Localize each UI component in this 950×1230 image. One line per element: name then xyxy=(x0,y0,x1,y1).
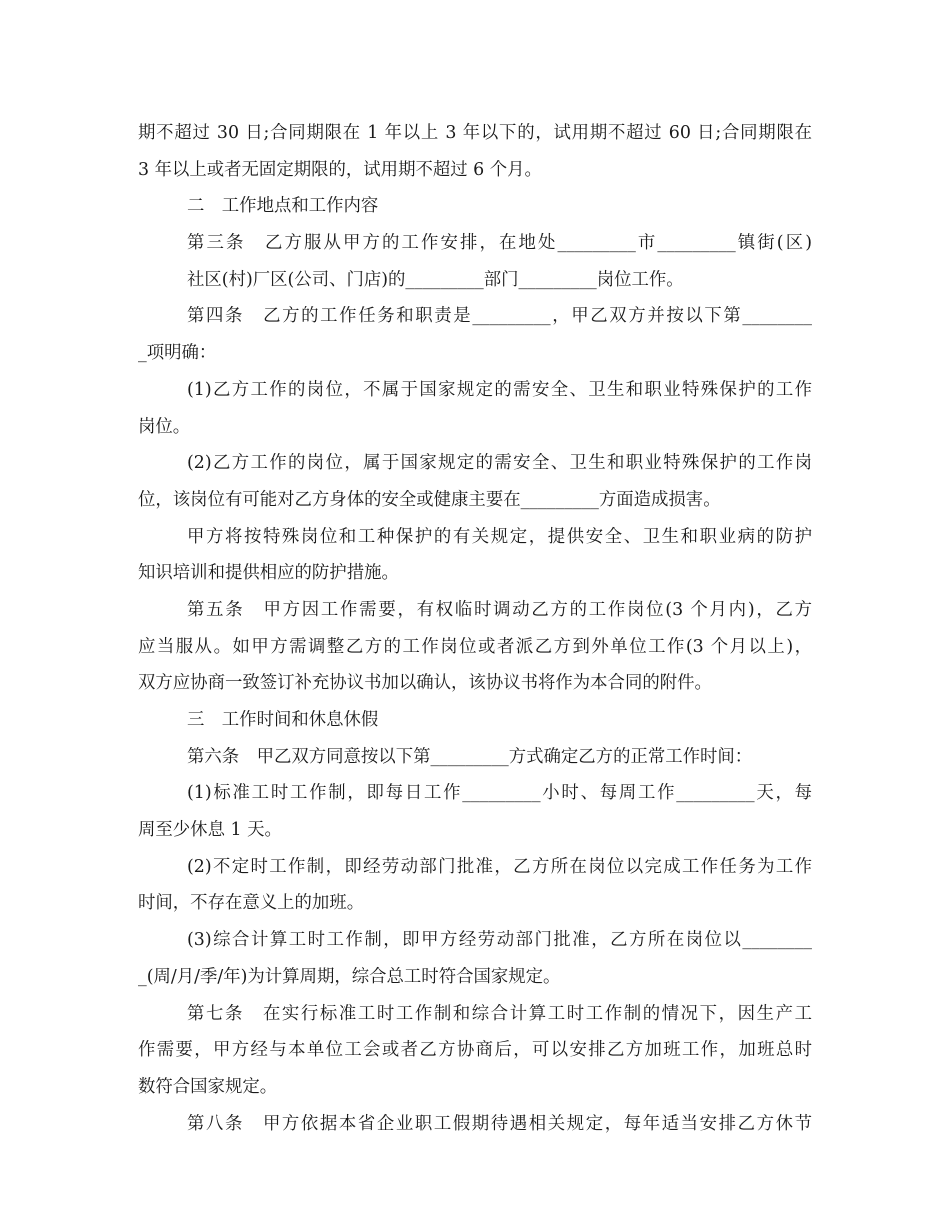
text-line: 第七条 在实行标准工时工作制和综合计算工时工作制的情况下，因生产工 xyxy=(187,1003,812,1024)
text-line: (2)不定时工作制，即经劳动部门批准，乙方所在岗位以完成工作任务为工作 xyxy=(187,856,812,877)
text-line: 第六条 甲乙双方同意按以下第_________方式确定乙方的正常工作时间： xyxy=(187,746,753,767)
text-line: 社区(村)厂区(公司、门店)的_________部门_________岗位工作。 xyxy=(187,269,684,290)
text-line: 甲方将按特殊岗位和工种保护的有关规定，提供安全、卫生和职业病的防护 xyxy=(187,526,812,547)
text-line: (1)乙方工作的岗位，不属于国家规定的需安全、卫生和职业特殊保护的工作 xyxy=(187,379,812,400)
document-body xyxy=(138,115,812,1142)
text-line: 3 年以上或者无固定期限的，试用期不超过 6 个月。 xyxy=(138,159,542,180)
text-line: 第五条 甲方因工作需要，有权临时调动乙方的工作岗位(3 个月内)，乙方 xyxy=(187,599,812,620)
text-line: 第四条 乙方的工作任务和职责是_________，甲乙双方并按以下第________ xyxy=(187,306,812,327)
text-line: 时间，不存在意义上的加班。 xyxy=(138,893,365,914)
text-line: 三 工作时间和休息休假 xyxy=(187,710,379,730)
text-line: 双方应协商一致签订补充协议书加以确认，该协议书将作为本合同的附件。 xyxy=(138,673,712,694)
text-line: 知识培训和提供相应的防护措施。 xyxy=(138,563,399,584)
text-line: 应当服从。如甲方需调整乙方的工作岗位或者派乙方到外单位工作(3 个月以上)， xyxy=(138,636,812,657)
text-line: 作需要，甲方经与本单位工会或者乙方协商后，可以安排乙方加班工作，加班总时 xyxy=(138,1040,812,1061)
text-line: 二 工作地点和工作内容 xyxy=(187,196,379,217)
text-line: (2)乙方工作的岗位，属于国家规定的需安全、卫生和职业特殊保护的工作岗 xyxy=(187,453,812,474)
text-line: 位，该岗位有可能对乙方身体的安全或健康主要在_________方面造成损害。 xyxy=(138,489,721,510)
text-line: 数符合国家规定。 xyxy=(138,1076,278,1097)
text-line: _项明确： xyxy=(138,343,217,364)
text-line: 期不超过 30 日;合同期限在 1 年以上 3 年以下的，试用期不超过 60 日;合同期限在 xyxy=(138,123,812,143)
text-line: 第三条 乙方服从甲方的工作安排，在地处_________市_________镇街(区) xyxy=(187,233,812,254)
text-line: (1)标准工时工作制，即每日工作_________小时、每周工作_________天，每 xyxy=(187,783,812,804)
text-line: _(周/月/季/年)为计算周期，综合总工时符合国家规定。 xyxy=(138,966,561,987)
text-line: 岗位。 xyxy=(138,416,191,437)
text-line: 周至少休息 1 天。 xyxy=(138,820,282,841)
text-line: 第八条 甲方依据本省企业职工假期待遇相关规定，每年适当安排乙方休节 xyxy=(187,1113,812,1134)
text-line: (3)综合计算工时工作制，即甲方经劳动部门批准，乙方所在岗位以________ xyxy=(187,930,812,951)
